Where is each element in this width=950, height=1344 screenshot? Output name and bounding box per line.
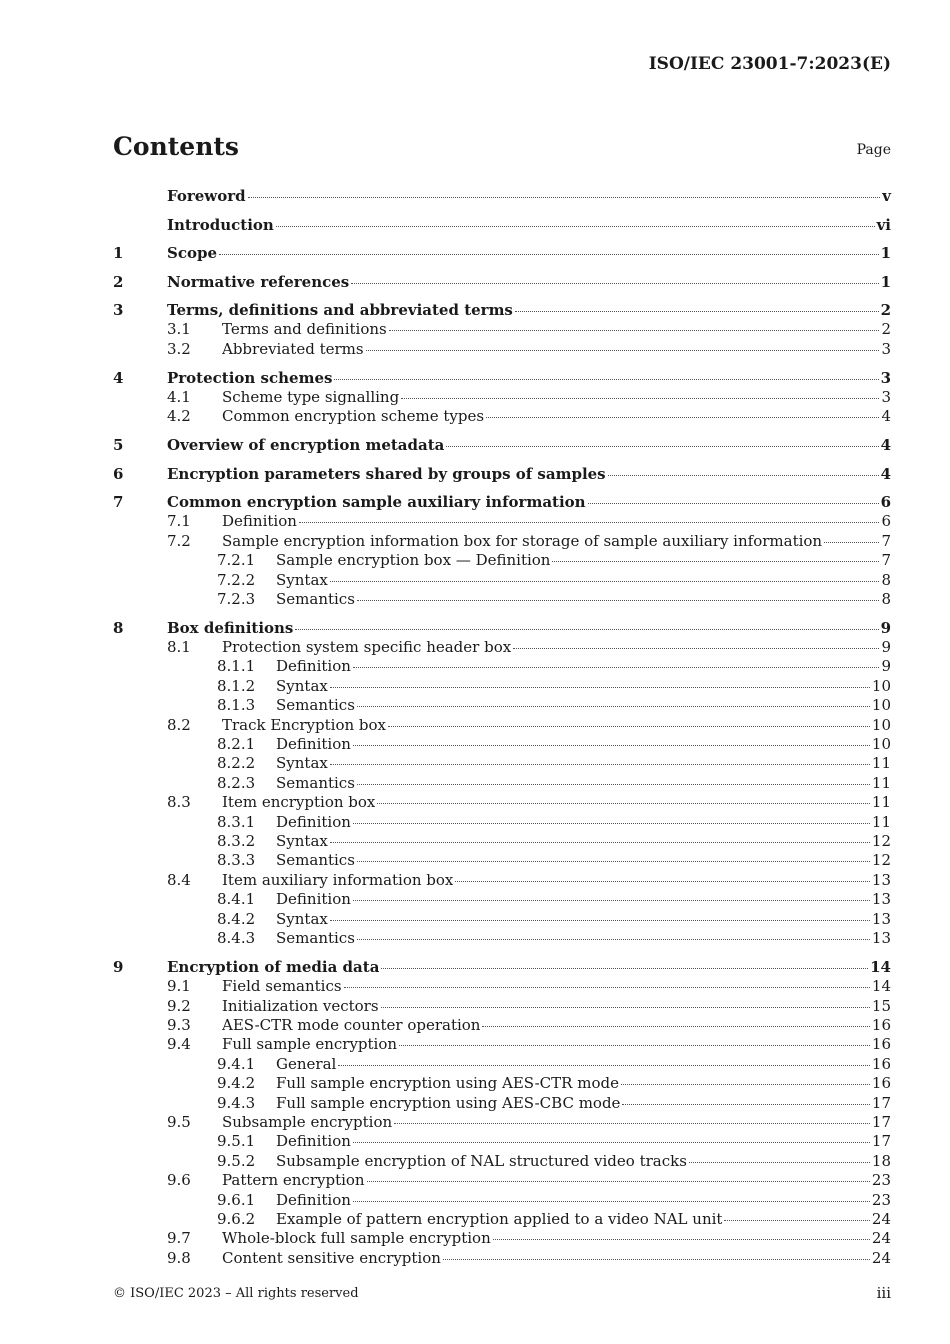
toc-entry[interactable] [113, 1249, 891, 1268]
toc-entry[interactable] [113, 696, 891, 715]
toc-entry-number: 4.1 [167, 387, 191, 406]
table-of-contents [113, 186, 891, 1268]
toc-entry-title[interactable]: Example of pattern encryption applied to a video NAL unit [276, 1209, 723, 1228]
toc-entry-page: 4 [881, 407, 891, 426]
toc-entry-page: 24 [871, 1248, 891, 1267]
toc-entry-number: 9.5.2 [217, 1151, 256, 1170]
toc-dot-leader [330, 764, 870, 765]
toc-dot-leader [388, 726, 870, 727]
toc-dot-leader [824, 542, 879, 543]
toc-entry[interactable] [113, 929, 891, 948]
toc-entry-title[interactable]: Terms and definitions [222, 320, 387, 339]
toc-dot-leader [377, 803, 870, 804]
toc-entry-title[interactable]: Protection schemes [167, 368, 333, 387]
toc-entry-page: 2 [881, 320, 891, 339]
toc-dot-leader [330, 920, 870, 921]
toc-dot-leader [724, 1220, 869, 1221]
toc-entry[interactable] [113, 716, 891, 735]
toc-entry-title[interactable]: Item auxiliary information box [222, 870, 454, 889]
toc-entry[interactable] [113, 657, 891, 676]
toc-entry[interactable] [113, 492, 891, 512]
toc-dot-leader [357, 600, 880, 601]
toc-entry-number: 7.1 [167, 512, 191, 531]
toc-entry-page: 1 [880, 244, 891, 263]
toc-entry-title[interactable]: General [276, 1054, 337, 1073]
toc-dot-leader [552, 561, 879, 562]
toc-dot-leader [353, 1142, 870, 1143]
toc-dot-leader [353, 745, 870, 746]
toc-entry-number: 1 [113, 244, 124, 263]
toc-entry-title[interactable]: Definition [276, 657, 351, 676]
toc-entry-number: 7.2.2 [217, 570, 256, 589]
toc-entry-number: 9.7 [167, 1229, 191, 1248]
toc-entry[interactable] [113, 957, 891, 977]
toc-entry-title[interactable]: Sample encryption information box for storage of sample auxiliary information [222, 531, 823, 550]
toc-entry-title[interactable]: Foreword [167, 187, 246, 205]
toc-entry[interactable] [113, 368, 891, 388]
toc-dot-leader [276, 226, 875, 227]
toc-entry-page: 8 [881, 590, 891, 608]
toc-entry-number: 9.4 [167, 1035, 191, 1054]
toc-entry[interactable] [113, 851, 891, 870]
toc-dot-leader [357, 784, 870, 785]
toc-entry-page: 11 [871, 754, 891, 773]
toc-entry-number: 7.2.3 [217, 590, 256, 608]
toc-entry-title[interactable]: Definition [222, 512, 297, 531]
toc-entry-title[interactable]: Scope [167, 244, 218, 263]
toc-entry-title[interactable]: Definition [276, 1190, 351, 1209]
toc-entry[interactable] [113, 890, 891, 909]
toc-entry-number: 6 [113, 464, 124, 483]
toc-entry-page: 24 [871, 1209, 891, 1228]
toc-entry-number: 9.4.2 [217, 1074, 256, 1093]
toc-entry[interactable] [113, 243, 891, 263]
toc-entry[interactable] [113, 571, 891, 590]
toc-dot-leader [381, 1007, 870, 1008]
toc-entry[interactable] [113, 272, 891, 292]
toc-entry-title[interactable]: Syntax [276, 754, 328, 773]
toc-entry[interactable] [113, 512, 891, 531]
toc-entry[interactable] [113, 793, 891, 812]
toc-entry[interactable] [113, 1132, 891, 1151]
toc-entry-title[interactable]: Syntax [276, 570, 328, 589]
toc-entry-page: 17 [871, 1112, 891, 1131]
toc-entry[interactable] [113, 1035, 891, 1054]
toc-dot-leader [248, 197, 881, 198]
toc-entry-number: 9.5.1 [217, 1132, 256, 1151]
toc-entry-page: 14 [870, 958, 891, 977]
toc-entry[interactable] [113, 1171, 891, 1190]
toc-entry[interactable] [113, 977, 891, 996]
toc-entry-title[interactable]: Overview of encryption metadata [167, 436, 445, 455]
toc-dot-leader [353, 900, 870, 901]
contents-heading: Contents [113, 132, 240, 161]
toc-entry[interactable] [113, 1055, 891, 1074]
toc-entry-number: 8.1 [167, 638, 191, 656]
toc-entry[interactable] [113, 754, 891, 773]
toc-entry-number: 3 [113, 301, 124, 320]
toc-dot-leader [351, 283, 878, 284]
toc-entry-page: 9 [880, 619, 891, 637]
copyright-notice: © ISO/IEC 2023 – All rights reserved [113, 1286, 359, 1301]
toc-entry-page: 1 [880, 272, 891, 291]
toc-entry-title[interactable]: Common encryption scheme types [222, 407, 485, 426]
toc-entry-number: 3.1 [167, 320, 191, 339]
toc-entry[interactable] [113, 590, 891, 609]
toc-entry-title[interactable]: Abbreviated terms [222, 339, 364, 358]
toc-entry-number: 7.2 [167, 531, 191, 550]
toc-entry[interactable] [113, 618, 891, 638]
toc-dot-leader [330, 581, 880, 582]
toc-entry-title[interactable]: Subsample encryption of NAL structured video tracks [276, 1151, 687, 1170]
toc-entry-title[interactable]: Semantics [276, 773, 355, 792]
toc-entry-page: 23 [871, 1190, 891, 1209]
toc-entry-number: 9 [113, 958, 124, 977]
toc-entry-title[interactable]: Item encryption box [222, 793, 376, 812]
toc-entry-page: 7 [881, 531, 891, 550]
toc-entry-page: 16 [871, 1035, 891, 1054]
toc-entry[interactable] [113, 677, 891, 696]
toc-entry[interactable] [113, 464, 891, 484]
toc-entry-number: 8.3 [167, 793, 191, 812]
toc-dot-leader [381, 968, 868, 969]
toc-entry-number: 9.2 [167, 996, 191, 1015]
toc-entry-page: 13 [871, 890, 891, 909]
toc-entry-title[interactable]: Encryption parameters shared by groups of samples [167, 464, 606, 483]
toc-entry[interactable] [113, 774, 891, 793]
toc-entry-title[interactable]: AES-CTR mode counter operation [222, 1015, 481, 1034]
toc-entry-title[interactable]: Scheme type signalling [222, 387, 400, 406]
toc-entry-number: 8.2.3 [217, 773, 256, 792]
toc-dot-leader [330, 842, 870, 843]
toc-entry-number: 9.4.1 [217, 1054, 256, 1073]
toc-entry[interactable] [113, 551, 891, 570]
toc-entry[interactable] [113, 388, 891, 407]
toc-dot-leader [446, 446, 878, 447]
toc-entry-number: 7 [113, 493, 124, 512]
toc-entry-number: 9.3 [167, 1015, 191, 1034]
toc-dot-leader [486, 417, 879, 418]
toc-entry-page: 4 [880, 464, 891, 483]
toc-entry-page: 14 [871, 977, 891, 996]
toc-dot-leader [622, 1104, 869, 1105]
toc-dot-leader [353, 1201, 870, 1202]
toc-dot-leader [389, 330, 880, 331]
toc-entry-number: 4.2 [167, 407, 191, 426]
toc-dot-leader [295, 629, 878, 630]
toc-entry-title[interactable]: Subsample encryption [222, 1112, 393, 1131]
toc-entry[interactable] [113, 910, 891, 929]
toc-entry-title[interactable]: Full sample encryption [222, 1035, 398, 1054]
toc-entry-page: 23 [871, 1171, 891, 1190]
toc-entry-number: 8.3.2 [217, 832, 256, 851]
toc-entry[interactable] [113, 300, 891, 320]
toc-dot-leader [344, 987, 870, 988]
toc-dot-leader [455, 881, 870, 882]
toc-entry-number: 8.3.1 [217, 812, 256, 831]
toc-entry-page: 9 [881, 657, 891, 676]
toc-entry-number: 8.2.1 [217, 735, 256, 754]
toc-entry[interactable] [113, 997, 891, 1016]
toc-entry[interactable] [113, 1016, 891, 1035]
toc-dot-leader [608, 475, 879, 476]
toc-entry-number: 9.6 [167, 1171, 191, 1190]
toc-entry-title[interactable]: Semantics [276, 696, 355, 715]
toc-entry-title[interactable]: Definition [276, 890, 351, 909]
toc-entry-number: 8.4.3 [217, 929, 256, 948]
toc-entry[interactable] [113, 1191, 891, 1210]
toc-entry-title[interactable]: Normative references [167, 272, 350, 291]
toc-entry-title[interactable]: Syntax [276, 676, 328, 695]
toc-entry-title[interactable]: Terms, definitions and abbreviated terms [167, 301, 513, 320]
toc-entry-page: 6 [880, 493, 891, 512]
toc-entry-title[interactable]: Definition [276, 812, 351, 831]
toc-entry-title[interactable]: Semantics [276, 590, 355, 608]
toc-entry-page: 10 [871, 676, 891, 695]
toc-entry-page: 11 [871, 812, 891, 831]
toc-entry-title[interactable]: Full sample encryption using AES-CBC mode [276, 1093, 621, 1112]
toc-entry-title[interactable]: Full sample encryption using AES-CTR mode [276, 1074, 619, 1093]
toc-dot-leader [689, 1162, 870, 1163]
toc-entry[interactable] [113, 1152, 891, 1171]
toc-dot-leader [493, 1239, 870, 1240]
toc-entry-number: 8.1.1 [217, 657, 256, 676]
toc-dot-leader [394, 1123, 870, 1124]
toc-entry-title[interactable]: Box definitions [167, 619, 294, 637]
toc-dot-leader [513, 648, 879, 649]
toc-entry-page: 17 [871, 1093, 891, 1112]
toc-dot-leader [357, 939, 870, 940]
toc-entry-title[interactable]: Pattern encryption [222, 1171, 365, 1190]
toc-entry-page: 3 [881, 339, 891, 358]
toc-entry-number: 9.5 [167, 1112, 191, 1131]
toc-entry-title[interactable]: Track Encryption box [222, 715, 387, 734]
toc-entry[interactable] [113, 1094, 891, 1113]
toc-entry-page: 13 [871, 870, 891, 889]
toc-entry-title[interactable]: Semantics [276, 929, 355, 948]
toc-entry-number: 3.2 [167, 339, 191, 358]
toc-entry-page: 13 [871, 929, 891, 948]
toc-entry-number: 9.1 [167, 977, 191, 996]
toc-entry-number: 8.2.2 [217, 754, 256, 773]
toc-entry-number: 8.1.3 [217, 696, 256, 715]
toc-dot-leader [443, 1259, 870, 1260]
toc-entry-page: 16 [871, 1074, 891, 1093]
toc-dot-leader [219, 254, 879, 255]
toc-entry[interactable] [113, 1210, 891, 1229]
toc-entry-page: 8 [881, 570, 891, 589]
toc-entry-title[interactable]: Content sensitive encryption [222, 1248, 441, 1267]
toc-entry-title[interactable]: Definition [276, 735, 351, 754]
toc-dot-leader [588, 503, 879, 504]
toc-entry-number: 7.2.1 [217, 551, 256, 570]
toc-entry[interactable] [113, 871, 891, 890]
toc-entry-title[interactable]: Syntax [276, 832, 328, 851]
toc-entry-number: 2 [113, 272, 124, 291]
toc-entry-page: 12 [871, 851, 891, 870]
toc-dot-leader [399, 1045, 870, 1046]
toc-entry-number: 8.4 [167, 870, 191, 889]
toc-entry-number: 9.4.3 [217, 1093, 256, 1112]
toc-entry[interactable] [113, 340, 891, 359]
toc-entry[interactable] [113, 320, 891, 339]
toc-entry-number: 8.4.2 [217, 909, 256, 928]
toc-entry-title[interactable]: Definition [276, 1132, 351, 1151]
toc-entry-page: 15 [871, 996, 891, 1015]
toc-entry-number: 8.4.1 [217, 890, 256, 909]
toc-entry-title[interactable]: Initialization vectors [222, 996, 379, 1015]
toc-entry-page: 2 [880, 301, 891, 320]
toc-entry-title[interactable]: Encryption of media data [167, 958, 380, 977]
toc-dot-leader [401, 398, 879, 399]
toc-entry-title[interactable]: Semantics [276, 851, 355, 870]
toc-dot-leader [357, 706, 870, 707]
toc-entry[interactable] [113, 735, 891, 754]
toc-entry-page: 17 [871, 1132, 891, 1151]
toc-entry-page: 18 [871, 1151, 891, 1170]
toc-entry-page: 16 [871, 1015, 891, 1034]
toc-entry-number: 8.3.3 [217, 851, 256, 870]
toc-entry-number: 9.8 [167, 1248, 191, 1267]
toc-dot-leader [367, 1181, 870, 1182]
toc-dot-leader [621, 1084, 870, 1085]
toc-dot-leader [482, 1026, 869, 1027]
toc-entry-number: 8.2 [167, 715, 191, 734]
toc-entry[interactable] [113, 186, 891, 206]
toc-entry-number: 5 [113, 436, 124, 455]
toc-entry[interactable] [113, 1113, 891, 1132]
toc-entry-page: 4 [880, 436, 891, 455]
toc-entry-title[interactable]: Field semantics [222, 977, 342, 996]
toc-entry-page: 10 [871, 715, 891, 734]
toc-entry[interactable] [113, 215, 891, 235]
toc-dot-leader [334, 379, 878, 380]
toc-entry[interactable] [113, 638, 891, 657]
toc-entry-page: 12 [871, 832, 891, 851]
toc-entry[interactable] [113, 435, 891, 455]
toc-entry-page: 3 [880, 368, 891, 387]
toc-entry-title[interactable]: Sample encryption box — Definition [276, 551, 551, 570]
toc-dot-leader [515, 311, 879, 312]
toc-entry-page: 7 [881, 551, 891, 570]
toc-entry-page: 10 [871, 735, 891, 754]
toc-entry-title[interactable]: Introduction [167, 215, 274, 234]
toc-entry-page: vi [876, 215, 891, 234]
toc-entry-title[interactable]: Syntax [276, 909, 328, 928]
toc-dot-leader [366, 350, 880, 351]
toc-entry-number: 9.6.1 [217, 1190, 256, 1209]
toc-entry-number: 4 [113, 368, 124, 387]
toc-entry[interactable] [113, 407, 891, 426]
toc-entry-page: 10 [871, 696, 891, 715]
toc-entry-number: 9.6.2 [217, 1209, 256, 1228]
toc-entry-page: 3 [881, 387, 891, 406]
toc-entry-title[interactable]: Whole-block full sample encryption [222, 1229, 491, 1248]
toc-entry-page: 11 [871, 793, 891, 812]
toc-dot-leader [299, 522, 880, 523]
toc-entry-number: 8 [113, 619, 124, 637]
page-number: iii [876, 1284, 891, 1302]
toc-entry-page: 16 [871, 1054, 891, 1073]
toc-entry[interactable] [113, 832, 891, 851]
document-id: ISO/IEC 23001-7:2023(E) [648, 54, 891, 74]
toc-entry-page: 9 [881, 638, 891, 656]
toc-dot-leader [357, 861, 870, 862]
toc-entry[interactable] [113, 1229, 891, 1248]
toc-entry-title[interactable]: Common encryption sample auxiliary information [167, 493, 586, 512]
toc-dot-leader [353, 823, 870, 824]
toc-dot-leader [330, 687, 870, 688]
page-column-label: Page [856, 142, 891, 158]
toc-entry-page: 11 [871, 773, 891, 792]
toc-entry-page: 24 [871, 1229, 891, 1248]
toc-entry-page: 13 [871, 909, 891, 928]
toc-entry[interactable] [113, 813, 891, 832]
toc-entry-number: 8.1.2 [217, 676, 256, 695]
toc-dot-leader [338, 1065, 870, 1066]
toc-entry-title[interactable]: Protection system specific header box [222, 638, 512, 656]
toc-entry-page: 6 [881, 512, 891, 531]
toc-entry[interactable] [113, 1074, 891, 1093]
toc-entry-page: v [882, 187, 891, 205]
toc-entry[interactable] [113, 532, 891, 551]
toc-dot-leader [353, 667, 880, 668]
